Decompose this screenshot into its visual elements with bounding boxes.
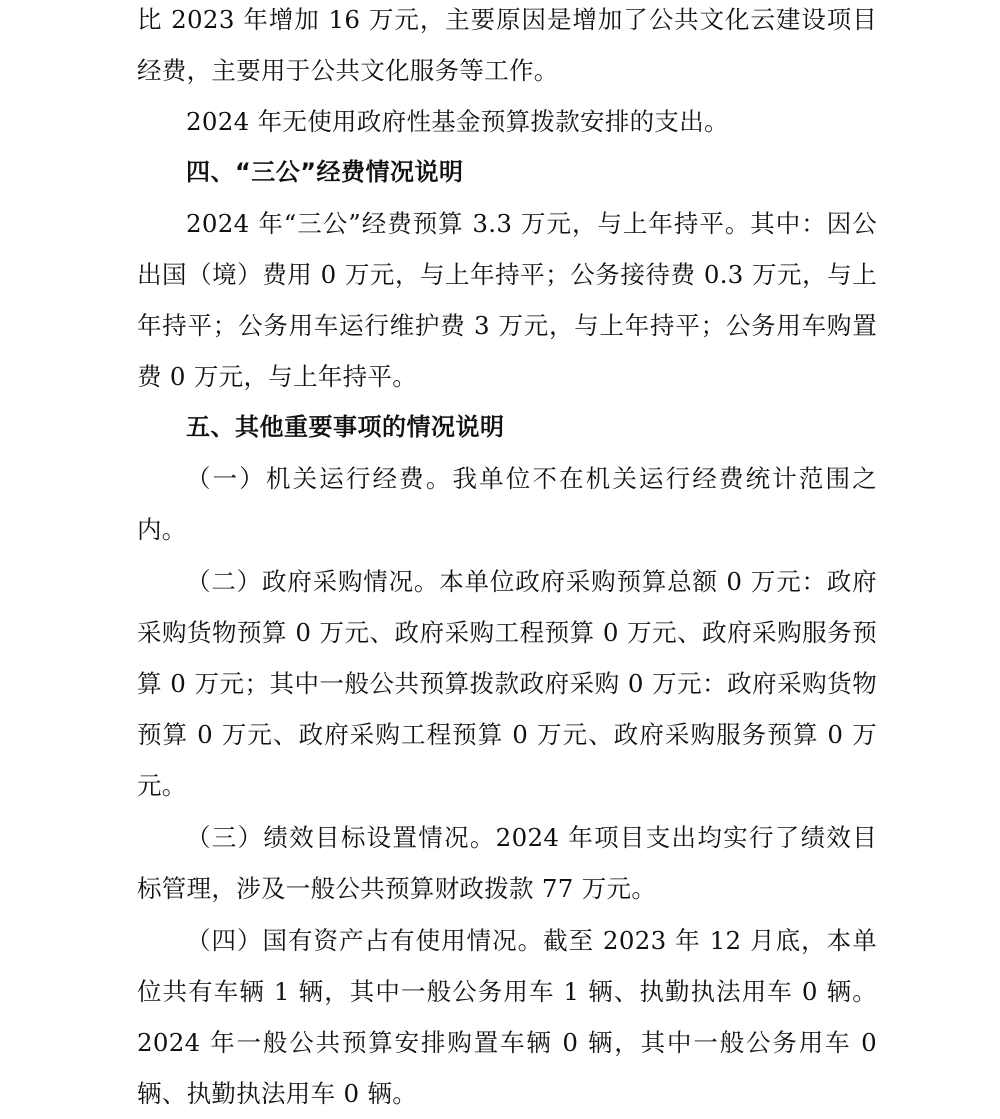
paragraph-operating-expenses: （一）机关运行经费。我单位不在机关运行经费统计范围之内。 [137, 464, 877, 544]
paragraph-procurement: （二）政府采购情况。本单位政府采购预算总额 0 万元：政府采购货物预算 0 万元、政府采购工程预算 0 万元、政府采购服务预算 0 万元；其中一般公共预算拨款政府采购 0 万元：政府采购货物预算 0 万元、政府采购工程预算 0 万元、政府采购服务预算 0 万元。 [137, 567, 877, 800]
paragraph-state-assets: （四）国有资产占有使用情况。截至 2023 年 12 月底，本单位共有车辆 1 辆，其中一般公务用车 1 辆、执勤执法用车 0 辆。2024 年一般公共预算安排购置车辆 0 辆，其中一般公务用车 0 辆、执勤执法用车 0 辆。 [137, 926, 877, 1108]
section-heading-three-public: 四、“三公”经费情况说明 [186, 158, 464, 186]
paragraph-continuation: 比 2023 年增加 16 万元，主要原因是增加了公共文化云建设项目经费，主要用于公共文化服务等工作。 [137, 5, 877, 85]
paragraph-fund-budget: 2024 年无使用政府性基金预算拨款安排的支出。 [186, 107, 729, 136]
document-page [137, 0, 877, 1119]
paragraph-three-public-detail: 2024 年“三公”经费预算 3.3 万元，与上年持平。其中：因公出国（境）费用 0 万元，与上年持平；公务接待费 0.3 万元，与上年持平；公务用车运行维护费 3 万元，与上年持平；公务用车购置费 0 万元，与上年持平。 [137, 209, 877, 391]
section-heading-other-matters: 五、其他重要事项的情况说明 [186, 413, 505, 441]
paragraph-performance-goals: （三）绩效目标设置情况。2024 年项目支出均实行了绩效目标管理，涉及一般公共预算财政拨款 77 万元。 [137, 823, 877, 903]
